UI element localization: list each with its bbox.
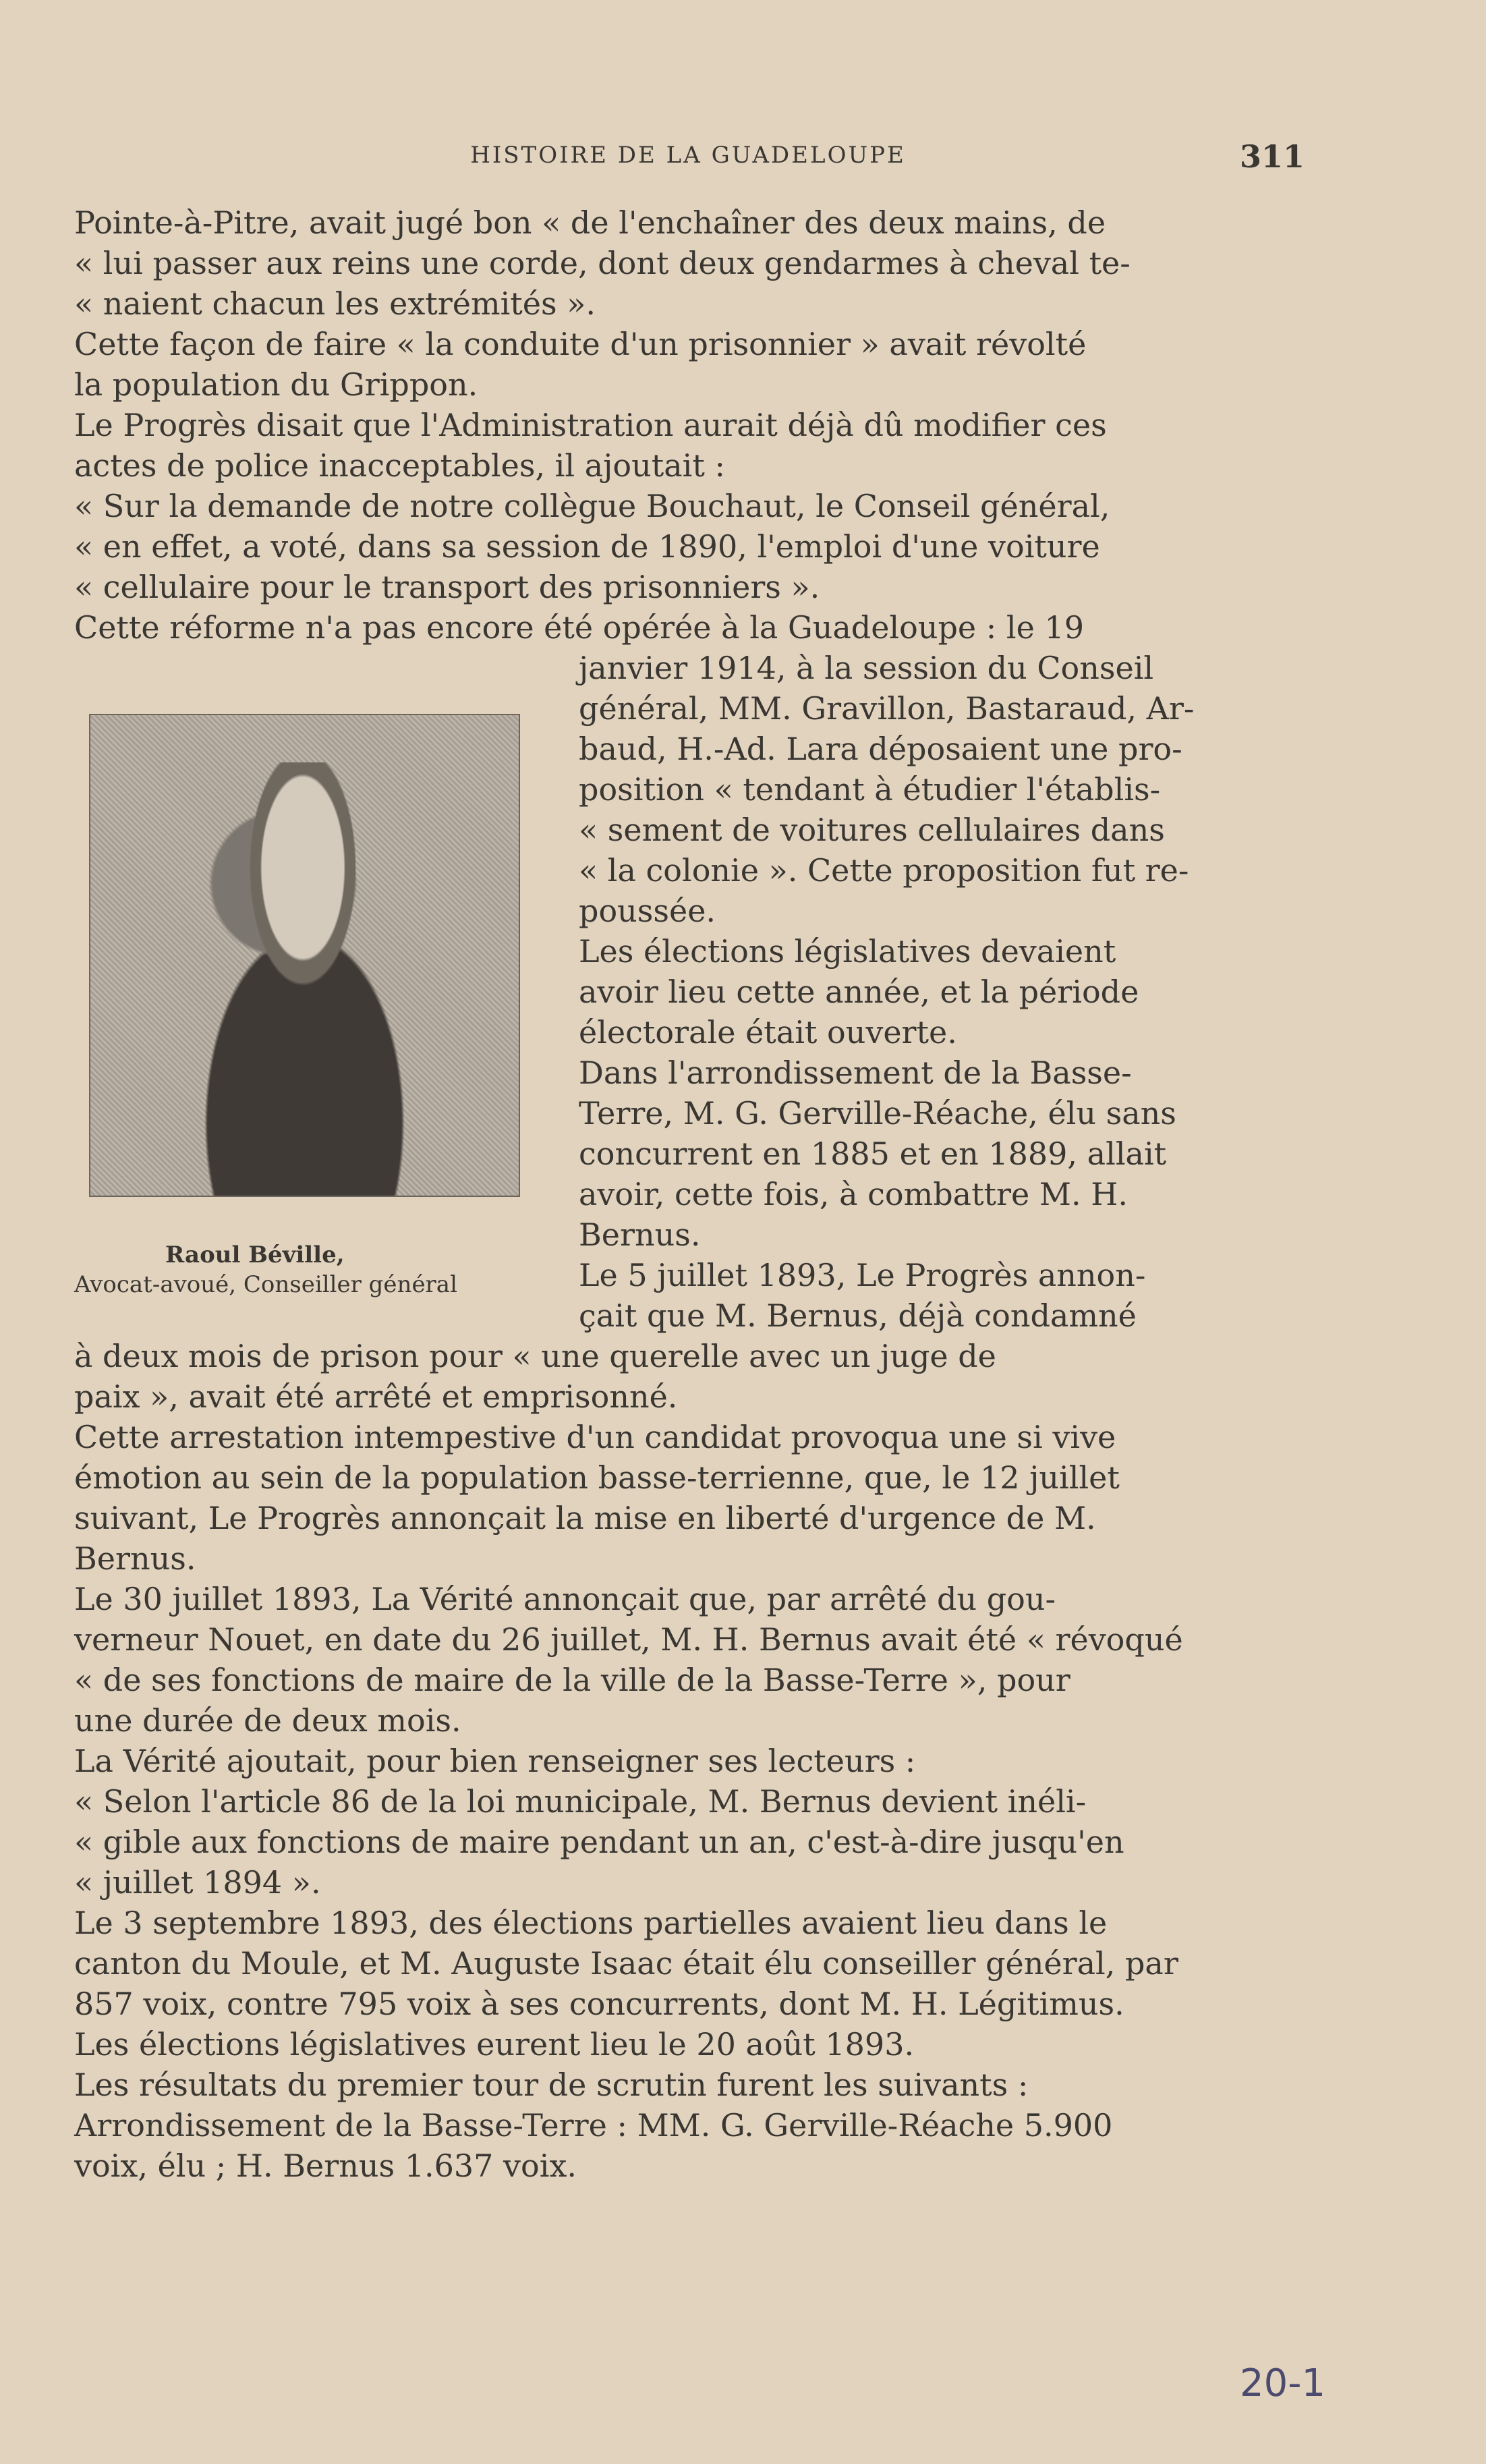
text-line: Bernus. [579,1216,701,1253]
running-header: HISTOIRE DE LA GUADELOUPE [470,142,906,169]
text-line: électorale était ouverte. [579,1014,957,1051]
text-line: « gible aux fonctions de maire pendant un an, c'est-à-dire jusqu'en [74,1824,1124,1860]
text-line: « en effet, a voté, dans sa session de 1890, l'emploi d'une voiture [74,528,1100,565]
text-line: « lui passer aux reins une corde, dont deux gendarmes à cheval te- [74,245,1131,281]
text-line: à deux mois de prison pour « une querelle avec un juge de [74,1338,996,1374]
page-number: 311 [1240,138,1305,175]
text-line: Les élections législatives devaient [579,933,1116,970]
text-line: La Vérité ajoutait, pour bien renseigner ses lecteurs : [74,1743,916,1779]
text-line: Bernus. [74,1540,196,1577]
text-line: une durée de deux mois. [74,1702,461,1739]
text-line: Les élections législatives eurent lieu le 20 août 1893. [74,2026,915,2063]
text-line: Cette arrestation intempestive d'un candidat provoqua une si vive [74,1419,1116,1455]
text-line: Arrondissement de la Basse-Terre : MM. G. Gerville-Réache 5.900 [74,2107,1113,2144]
text-line: actes de police inacceptables, il ajoutait : [74,447,725,484]
text-line: Dans l'arrondissement de la Basse- [579,1055,1132,1091]
text-line: 857 voix, contre 795 voix à ses concurrents, dont M. H. Légitimus. [74,1986,1124,2022]
text-line: paix », avait été arrêté et emprisonné. [74,1378,678,1415]
text-line: baud, H.-Ad. Lara déposaient une pro- [579,731,1182,767]
text-line: suivant, Le Progrès annonçait la mise en liberté d'urgence de M. [74,1500,1096,1536]
text-line: çait que M. Bernus, déjà condamné [579,1297,1137,1334]
text-line: Le 30 juillet 1893, La Vérité annonçait que, par arrêté du gou- [74,1581,1056,1617]
photo-caption-role: Avocat-avoué, Conseiller général [74,1271,457,1298]
text-line: Le 3 septembre 1893, des élections partielles avaient lieu dans le [74,1905,1108,1941]
text-line: « cellulaire pour le transport des prisonniers ». [74,569,820,605]
text-line: « Selon l'article 86 de la loi municipale, M. Bernus devient inéli- [74,1783,1087,1820]
text-line: canton du Moule, et M. Auguste Isaac était élu conseiller général, par [74,1945,1178,1982]
text-line: « de ses fonctions de maire de la ville de la Basse-Terre », pour [74,1662,1070,1698]
text-line: « juillet 1894 ». [74,1864,321,1901]
text-line: Le 5 juillet 1893, Le Progrès annon- [579,1257,1146,1293]
text-line: concurrent en 1885 et en 1889, allait [579,1136,1167,1172]
text-line: « sement de voitures cellulaires dans [579,812,1165,848]
text-line: général, MM. Gravillon, Bastaraud, Ar- [579,690,1195,727]
text-line: voix, élu ; H. Bernus 1.637 voix. [74,2148,577,2184]
text-line: « la colonie ». Cette proposition fut re- [579,852,1189,889]
text-line: Cette façon de faire « la conduite d'un prisonnier » avait révolté [74,326,1087,362]
photo-caption-name: Raoul Béville, [165,1241,345,1268]
text-line: Terre, M. G. Gerville-Réache, élu sans [579,1095,1176,1131]
text-line: la population du Grippon. [74,366,478,403]
text-line: « Sur la demande de notre collègue Bouchaut, le Conseil général, [74,488,1110,524]
text-line: poussée. [579,893,716,929]
text-line: verneur Nouet, en date du 26 juillet, M. H. Bernus avait été « révoqué [74,1621,1183,1658]
text-line: émotion au sein de la population basse-terrienne, que, le 12 juillet [74,1459,1120,1496]
handwritten-sheet-number: 20-1 [1240,2361,1326,2405]
text-line: avoir lieu cette année, et la période [579,974,1139,1010]
text-line: « naient chacun les extrémités ». [74,285,596,322]
text-line: Cette réforme n'a pas encore été opérée à la Guadeloupe : le 19 [74,609,1084,646]
text-line: avoir, cette fois, à combattre M. H. [579,1176,1128,1212]
text-line: Pointe-à-Pitre, avait jugé bon « de l'enchaîner des deux mains, de [74,204,1106,241]
text-line: janvier 1914, à la session du Conseil [579,650,1154,686]
text-line: Les résultats du premier tour de scrutin furent les suivants : [74,2067,1029,2103]
text-line: position « tendant à étudier l'établis- [579,771,1161,808]
text-line: Le Progrès disait que l'Administration aurait déjà dû modifier ces [74,407,1107,443]
portrait-photo [89,714,520,1197]
